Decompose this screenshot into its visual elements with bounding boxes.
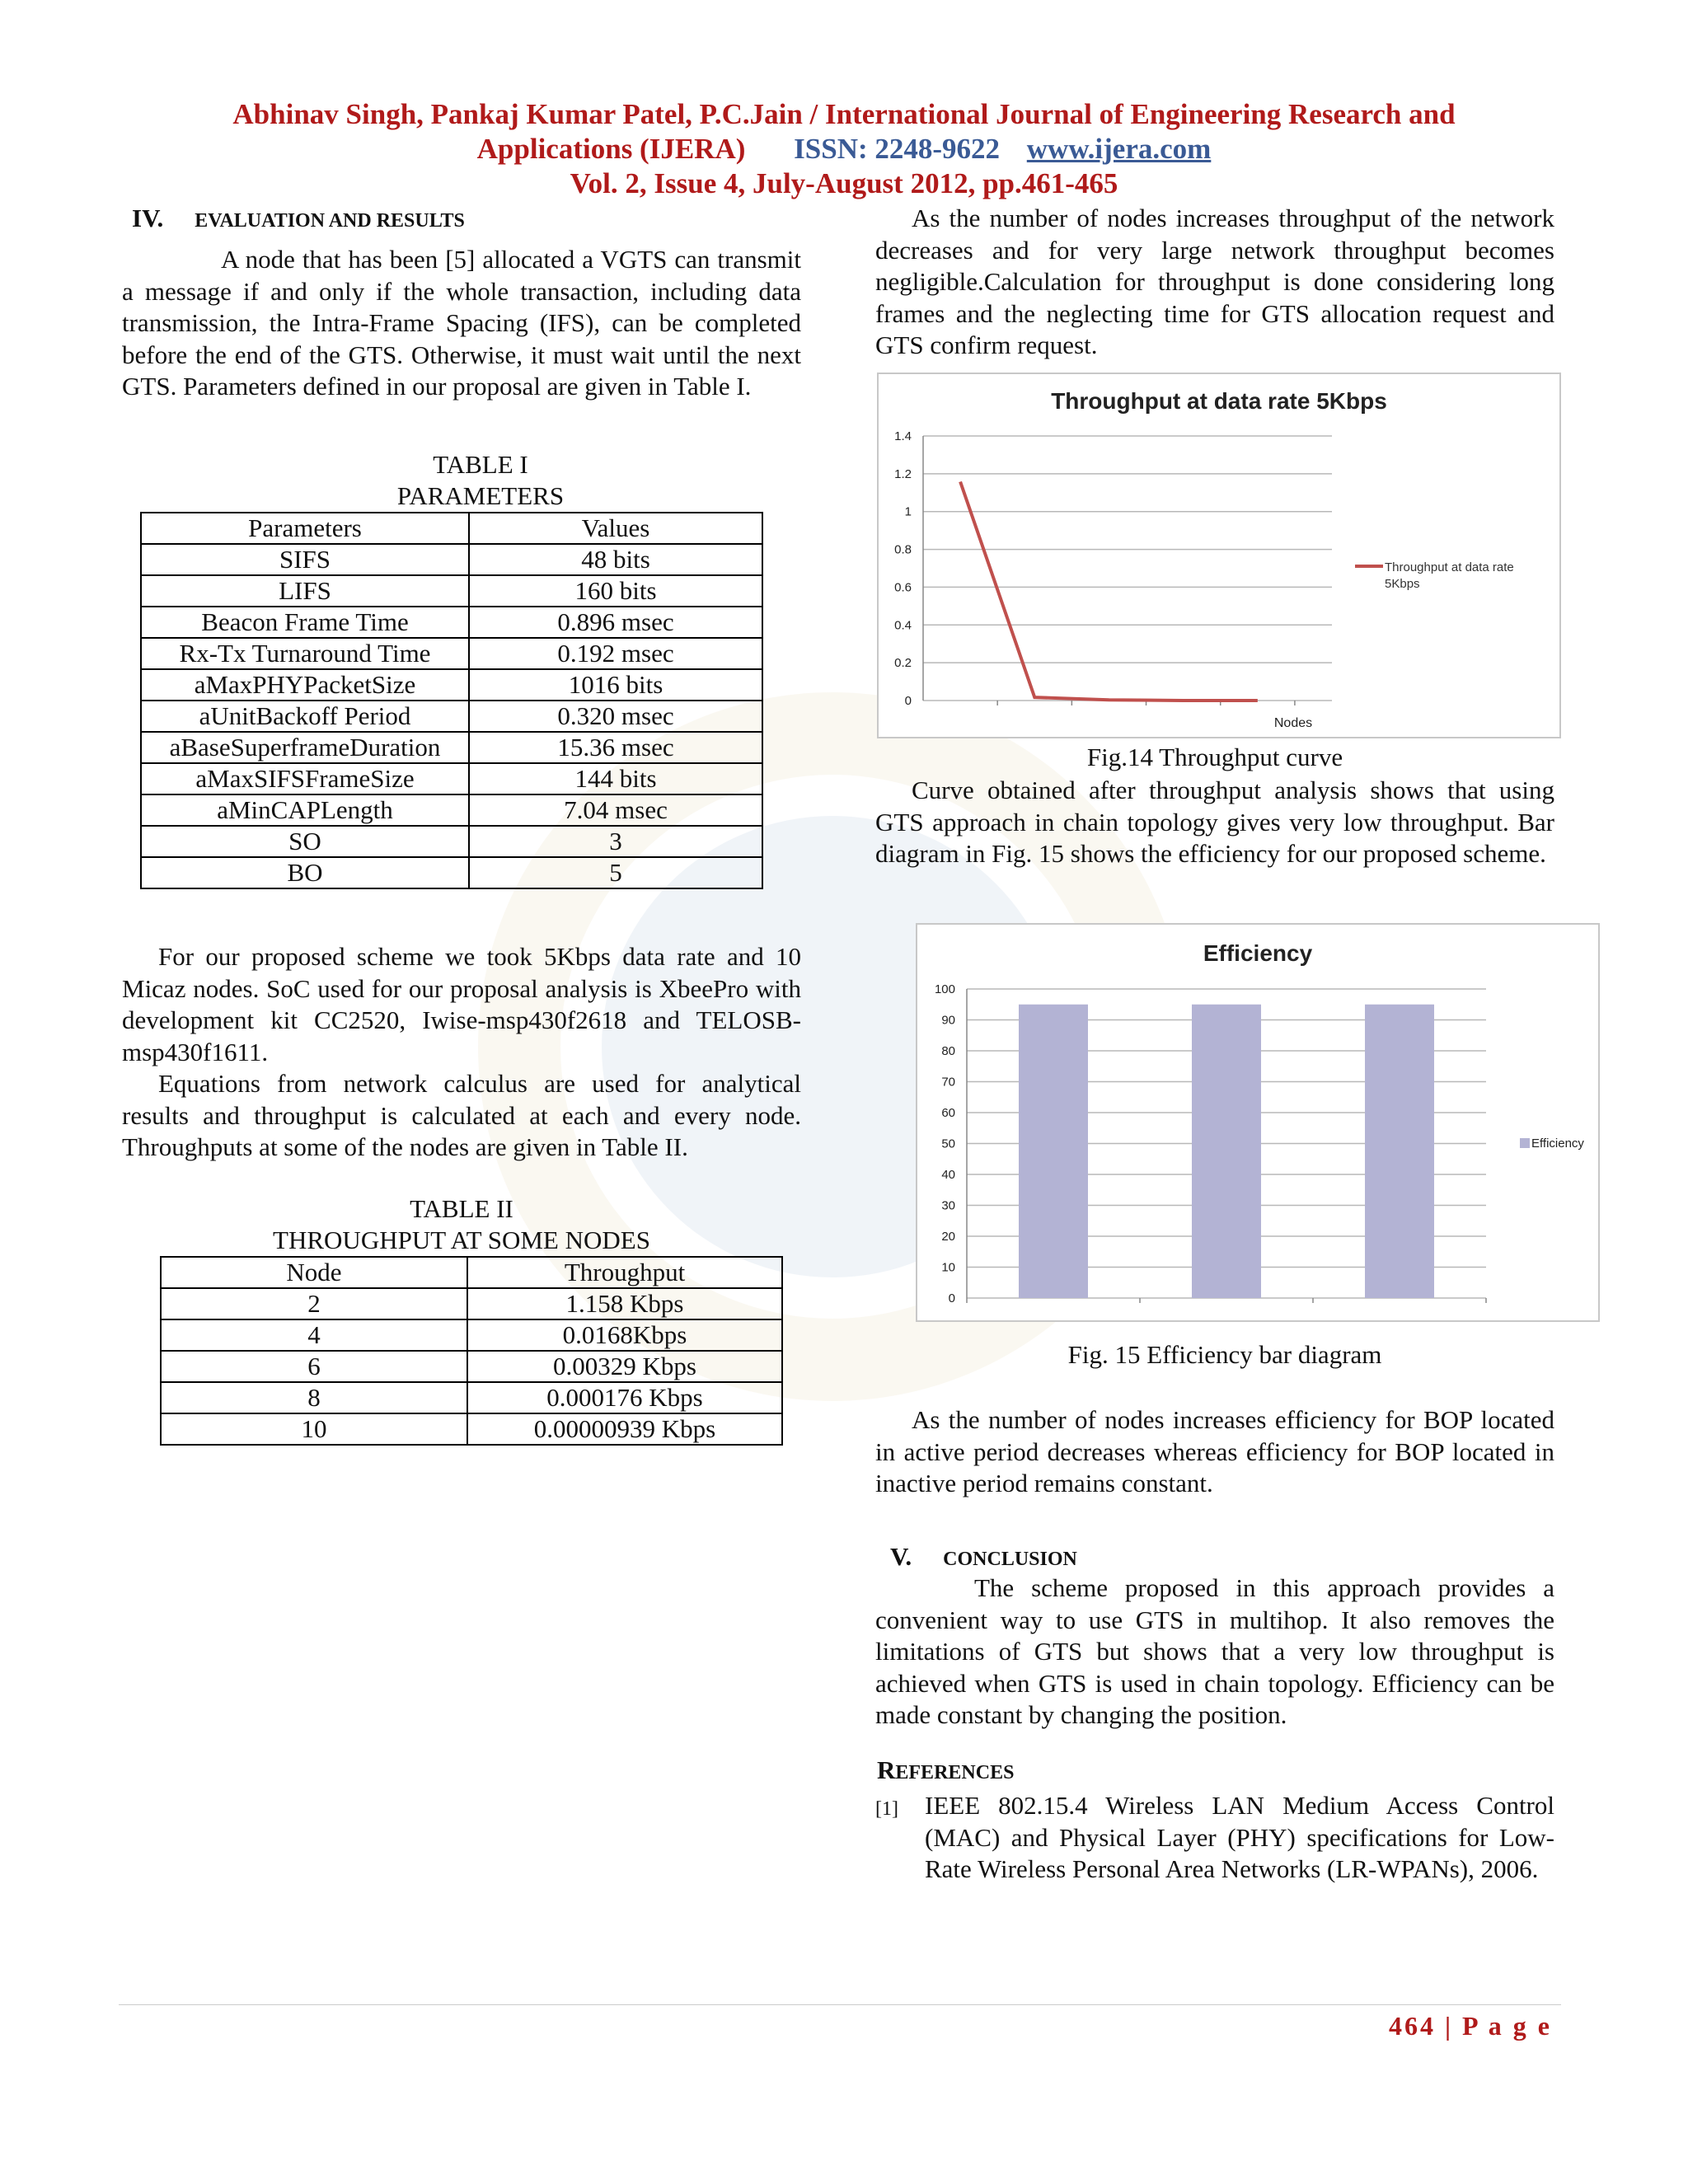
y-tick-label: 1.4 xyxy=(894,429,912,443)
table-cell: 15.36 msec xyxy=(469,732,762,763)
table-row xyxy=(141,794,762,826)
table-row xyxy=(161,1319,782,1351)
section-4-heading: IV. EVALUATION AND RESULTS xyxy=(132,204,465,232)
y-tick-label: 10 xyxy=(941,1260,955,1275)
table-cell: BO xyxy=(141,857,469,888)
section-4-paragraph-1: A node that has been [5] allocated a VGTS can transmit a message if and only if the whole transaction, including data transmission, the Intra-Frame Spacing (IFS), can be completed before the end of the GTS. Otherwise, it must wait until the next GTS. Parameters defined in our proposal are given in Table I. xyxy=(122,245,801,401)
table-cell: 0.00000939 Kbps xyxy=(467,1413,782,1445)
legend-label xyxy=(1385,560,1514,591)
table-cell: 10 xyxy=(161,1413,467,1445)
right-paragraph-1: As the number of nodes increases throughput of the network decreases and for very large network throughput becomes negligible.Calculation for throughput is done considering long frames and the neglecting time for GTS allocation request and GTS confirm request. xyxy=(875,204,1554,359)
table-row xyxy=(161,1413,782,1445)
table-row xyxy=(141,669,762,701)
table-1-caption: TABLE I PARAMETERS xyxy=(396,450,565,510)
y-tick-label: 20 xyxy=(941,1230,955,1244)
bar-efficiency xyxy=(1019,1005,1088,1298)
table-cell: aUnitBackoff Period xyxy=(141,701,469,732)
table-cell: 6 xyxy=(161,1351,467,1382)
series-line-throughput xyxy=(960,481,1258,701)
table-cell: 0.896 msec xyxy=(469,607,762,638)
table-cell: 1.158 Kbps xyxy=(467,1288,782,1319)
table-cell: 5 xyxy=(469,857,762,888)
fig-14-caption: Fig.14 Throughput curve xyxy=(1086,743,1343,771)
table-row xyxy=(141,607,762,638)
y-tick-label: 0.6 xyxy=(894,580,912,595)
table-cell: aMinCAPLength xyxy=(141,794,469,826)
table-cell: 0.00329 Kbps xyxy=(467,1351,782,1382)
bar-efficiency xyxy=(1365,1005,1434,1298)
header-url-link[interactable]: www.ijera.com xyxy=(1026,133,1212,165)
reference-1-marker: [1] xyxy=(875,1798,898,1820)
table-cell: Rx-Tx Turnaround Time xyxy=(141,638,469,669)
page-header xyxy=(0,97,1688,201)
y-tick-label: 0 xyxy=(948,1291,955,1305)
table-row xyxy=(141,575,762,607)
table-cell: 1016 bits xyxy=(469,669,762,701)
y-tick-label: 0 xyxy=(904,694,912,708)
reference-1: IEEE 802.15.4 Wireless LAN Medium Access Control (MAC) and Physical Layer (PHY) specifications for Low-Rate Wireless Personal Area Networks (LR-WPANs), 2006. xyxy=(925,1791,1554,1883)
table-cell: SIFS xyxy=(141,544,469,575)
y-tick-label: 60 xyxy=(941,1106,955,1120)
table-row xyxy=(141,544,762,575)
header-issn: ISSN: 2248-9622 xyxy=(794,133,1001,165)
legend-label: Efficiency xyxy=(1531,1137,1584,1151)
table-cell: 3 xyxy=(469,826,762,857)
y-tick-label: 30 xyxy=(941,1198,955,1213)
throughput-chart xyxy=(877,373,1561,738)
table-row xyxy=(141,638,762,669)
table-cell: 144 bits xyxy=(469,763,762,794)
table-row xyxy=(161,1288,782,1319)
x-axis-label: Nodes xyxy=(1273,716,1313,730)
legend-label-line-2: 5Kbps xyxy=(1385,577,1420,591)
efficiency-chart xyxy=(916,923,1600,1322)
table-cell: 0.320 msec xyxy=(469,701,762,732)
table-cell: aMaxPHYPacketSize xyxy=(141,669,469,701)
table-cell: Beacon Frame Time xyxy=(141,607,469,638)
table-cell: 48 bits xyxy=(469,544,762,575)
y-tick-label: 100 xyxy=(934,982,955,996)
table-1-parameters xyxy=(140,512,763,889)
header-volume: Vol. 2, Issue 4, July-August 2012, pp.461-465 xyxy=(570,167,1118,199)
y-tick-label: 0.4 xyxy=(894,618,912,633)
table-cell: 4 xyxy=(161,1319,467,1351)
references-heading: REFERENCES xyxy=(877,1755,1015,1784)
table-cell: 7.04 msec xyxy=(469,794,762,826)
chart-title: Throughput at data rate 5Kbps xyxy=(1051,388,1387,414)
y-tick-label: 70 xyxy=(941,1075,955,1090)
table-row: Parameters Values xyxy=(141,513,762,544)
table-cell: 0.0168Kbps xyxy=(467,1319,782,1351)
page-number: 464 | P a g e xyxy=(1388,2011,1552,2041)
y-tick-label: 50 xyxy=(941,1137,955,1151)
table-row xyxy=(141,701,762,732)
legend-swatch xyxy=(1520,1138,1530,1148)
table-row: Node Throughput xyxy=(161,1257,782,1288)
section-4-paragraph-2: For our proposed scheme we took 5Kbps data rate and 10 Micaz nodes. SoC used for our proposal analysis is XbeePro with development kit CC2520, Iwise-msp430f2618 and TELOSB-msp430f1611. Equations from network calculus are used for analytical results and throughput is calculated at each and every node. Throughputs at some of the nodes are given in Table II. xyxy=(122,942,801,1161)
efficiency-bar-chart xyxy=(917,925,1598,1320)
table-cell: 0.192 msec xyxy=(469,638,762,669)
table-cell: aBaseSuperframeDuration xyxy=(141,732,469,763)
y-tick-label: 1.2 xyxy=(894,466,912,481)
y-tick-label: 80 xyxy=(941,1044,955,1058)
bar-efficiency xyxy=(1192,1005,1261,1298)
table-row xyxy=(141,826,762,857)
footer-divider xyxy=(119,2004,1561,2005)
table-cell: 0.000176 Kbps xyxy=(467,1382,782,1413)
y-tick-label: 1 xyxy=(904,504,912,519)
chart-title: Efficiency xyxy=(1203,940,1313,966)
header-authors: Abhinav Singh, Pankaj Kumar Patel, P.C.Jain / International Journal of Engineering Research and xyxy=(232,98,1456,130)
conclusion-paragraph: The scheme proposed in this approach provides a convenient way to use GTS in multihop. It also removes the limitations of GTS but shows that a very low throughput is achieved when GTS is used in chain topology. Efficiency can be made constant by changing the position. xyxy=(875,1573,1554,1729)
right-paragraph-3: As the number of nodes increases efficiency for BOP located in active period decreases whereas efficiency for BOP located in inactive period remains constant. xyxy=(875,1405,1554,1497)
section-5-heading: V. CONCLUSION xyxy=(890,1542,1077,1571)
legend-label-line-1: Throughput at data rate xyxy=(1385,560,1514,574)
table-cell: aMaxSIFSFrameSize xyxy=(141,763,469,794)
throughput-line-chart xyxy=(879,374,1559,737)
table-cell: 2 xyxy=(161,1288,467,1319)
table-row xyxy=(141,763,762,794)
table-2-caption: TABLE II THROUGHPUT AT SOME NODES xyxy=(273,1194,650,1254)
right-paragraph-2: Curve obtained after throughput analysis shows that using GTS approach in chain topology gives very low throughput. Bar diagram in Fig. 15 shows the efficiency for our proposed scheme. xyxy=(875,776,1554,868)
table-cell: LIFS xyxy=(141,575,469,607)
table-row xyxy=(141,732,762,763)
table-row xyxy=(141,857,762,888)
table-row xyxy=(161,1382,782,1413)
table-cell: 8 xyxy=(161,1382,467,1413)
y-tick-label: 40 xyxy=(941,1168,955,1182)
fig-15-caption: Fig. 15 Efficiency bar diagram xyxy=(1067,1340,1382,1369)
table-row xyxy=(161,1351,782,1382)
table-2-throughput xyxy=(160,1256,783,1446)
y-tick-label: 90 xyxy=(941,1013,955,1028)
table-cell: 160 bits xyxy=(469,575,762,607)
table-cell: SO xyxy=(141,826,469,857)
header-journal: Applications (IJERA) ISSN: 2248-9622 www.ijera.com xyxy=(476,133,1212,165)
y-tick-label: 0.8 xyxy=(894,542,912,557)
y-tick-label: 0.2 xyxy=(894,656,912,671)
